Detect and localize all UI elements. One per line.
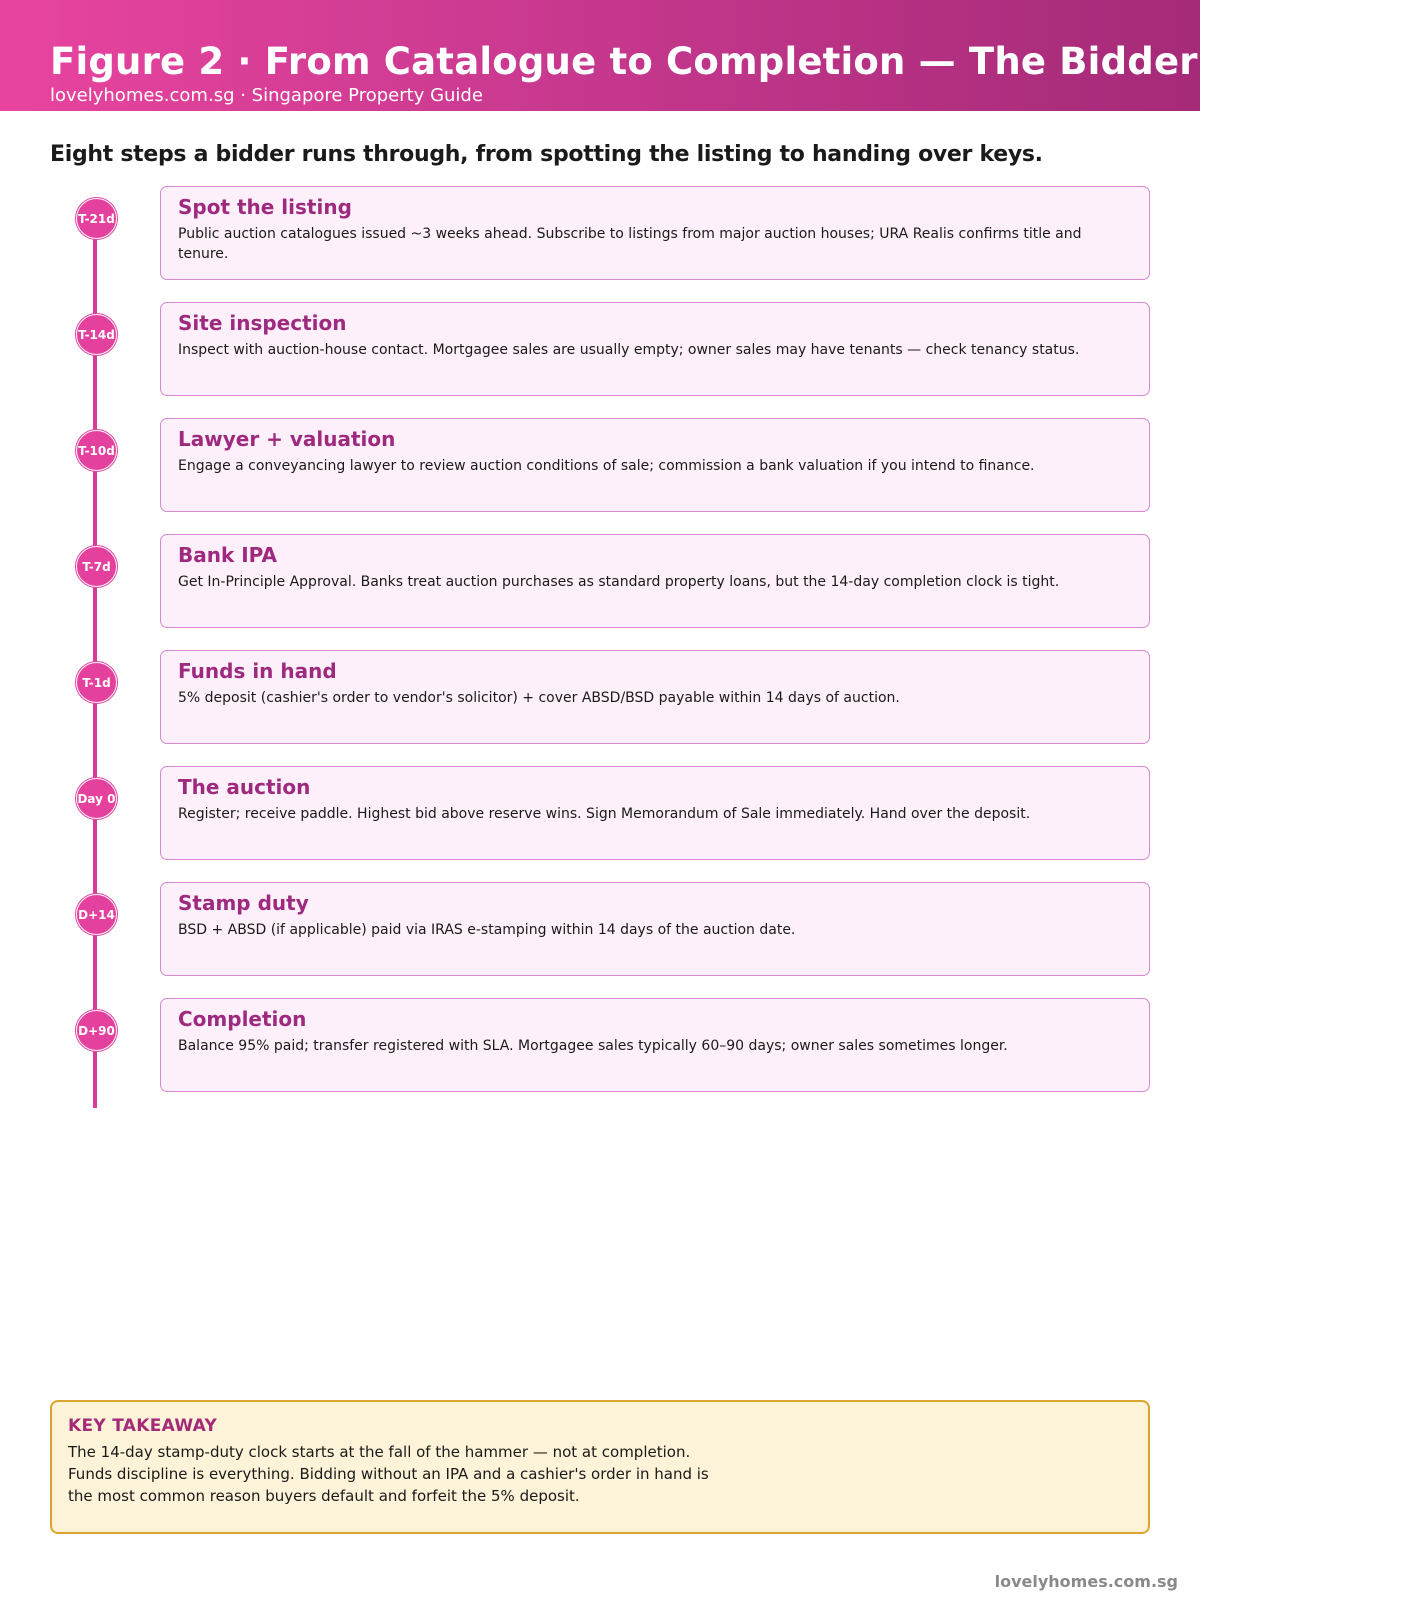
timeline-step <box>0 882 1200 980</box>
step-card <box>160 998 1150 1092</box>
step-title: Spot the listing <box>178 195 352 219</box>
step-description: Inspect with auction-house contact. Mortgagee sales are usually empty; owner sales may have tenants — check tenancy status. <box>178 342 1080 358</box>
timeline-step <box>0 766 1200 864</box>
intro-text: Eight steps a bidder runs through, from spotting the listing to handing over keys. <box>50 142 1043 167</box>
timeline-step <box>0 534 1200 632</box>
header-banner <box>0 0 1424 111</box>
timeline-step <box>0 998 1200 1096</box>
marker-label: T-10d <box>78 443 115 458</box>
marker-label: D+14 <box>78 907 115 922</box>
marker-label: T-1d <box>82 675 111 690</box>
step-title: Lawyer + valuation <box>178 427 396 451</box>
step-title: The auction <box>178 775 311 799</box>
marker-label: T-7d <box>82 559 111 574</box>
step-title: Site inspection <box>178 311 347 335</box>
timeline-marker <box>76 198 117 239</box>
timeline-step <box>0 650 1200 748</box>
timeline-step <box>0 418 1200 516</box>
marker-label: Day 0 <box>77 791 116 806</box>
key-takeaway-box <box>50 1400 1150 1534</box>
timeline-marker <box>76 894 117 935</box>
step-description: Balance 95% paid; transfer registered with SLA. Mortgagee sales typically 60–90 days; owner sales sometimes longer. <box>178 1038 1008 1054</box>
step-title: Stamp duty <box>178 891 309 915</box>
marker-label: D+90 <box>78 1023 115 1038</box>
timeline-step <box>0 186 1200 284</box>
step-description: Register; receive paddle. Highest bid above reserve wins. Sign Memorandum of Sale immediately. Hand over the deposit. <box>178 806 1031 822</box>
marker-label: T-21d <box>78 211 115 226</box>
marker-label: T-14d <box>78 327 115 342</box>
step-card <box>160 766 1150 860</box>
footer-site: lovelyhomes.com.sg <box>994 1572 1178 1591</box>
takeaway-heading: KEY TAKEAWAY <box>68 1416 218 1436</box>
step-card <box>160 882 1150 976</box>
step-card <box>160 418 1150 512</box>
step-description: Public auction catalogues issued ~3 weeks ahead. Subscribe to listings from major auction houses; URA Realis confirms title and tenure. <box>178 226 1082 262</box>
step-title: Bank IPA <box>178 543 277 567</box>
page-subtitle: lovelyhomes.com.sg · Singapore Property Guide <box>50 85 483 106</box>
timeline-marker <box>76 1010 117 1051</box>
timeline-marker <box>76 546 117 587</box>
step-card <box>160 302 1150 396</box>
step-card <box>160 186 1150 280</box>
step-title: Completion <box>178 1007 307 1031</box>
timeline-marker <box>76 778 117 819</box>
step-description: Engage a conveyancing lawyer to review auction conditions of sale; commission a bank valuation if you intend to finance. <box>178 458 1035 474</box>
takeaway-text: The 14-day stamp-duty clock starts at the fall of the hammer — not at completion. Funds discipline is everything. Bidding without an IPA and a cashier's order in hand is the most common reason buyers default and forfeit the 5% deposit. <box>68 1443 709 1505</box>
timeline-marker <box>76 662 117 703</box>
step-card <box>160 650 1150 744</box>
timeline-marker <box>76 314 117 355</box>
timeline-step <box>0 302 1200 400</box>
timeline-marker <box>76 430 117 471</box>
step-card <box>160 534 1150 628</box>
page-title: Figure 2 · From Catalogue to Completion — The Bidder's Timeline <box>50 40 1424 83</box>
step-description: BSD + ABSD (if applicable) paid via IRAS e-stamping within 14 days of the auction date. <box>178 922 796 938</box>
step-title: Funds in hand <box>178 659 337 683</box>
step-description: Get In-Principle Approval. Banks treat auction purchases as standard property loans, but the 14-day completion clock is tight. <box>178 574 1060 590</box>
step-description: 5% deposit (cashier's order to vendor's solicitor) + cover ABSD/BSD payable within 14 days of auction. <box>178 690 900 706</box>
